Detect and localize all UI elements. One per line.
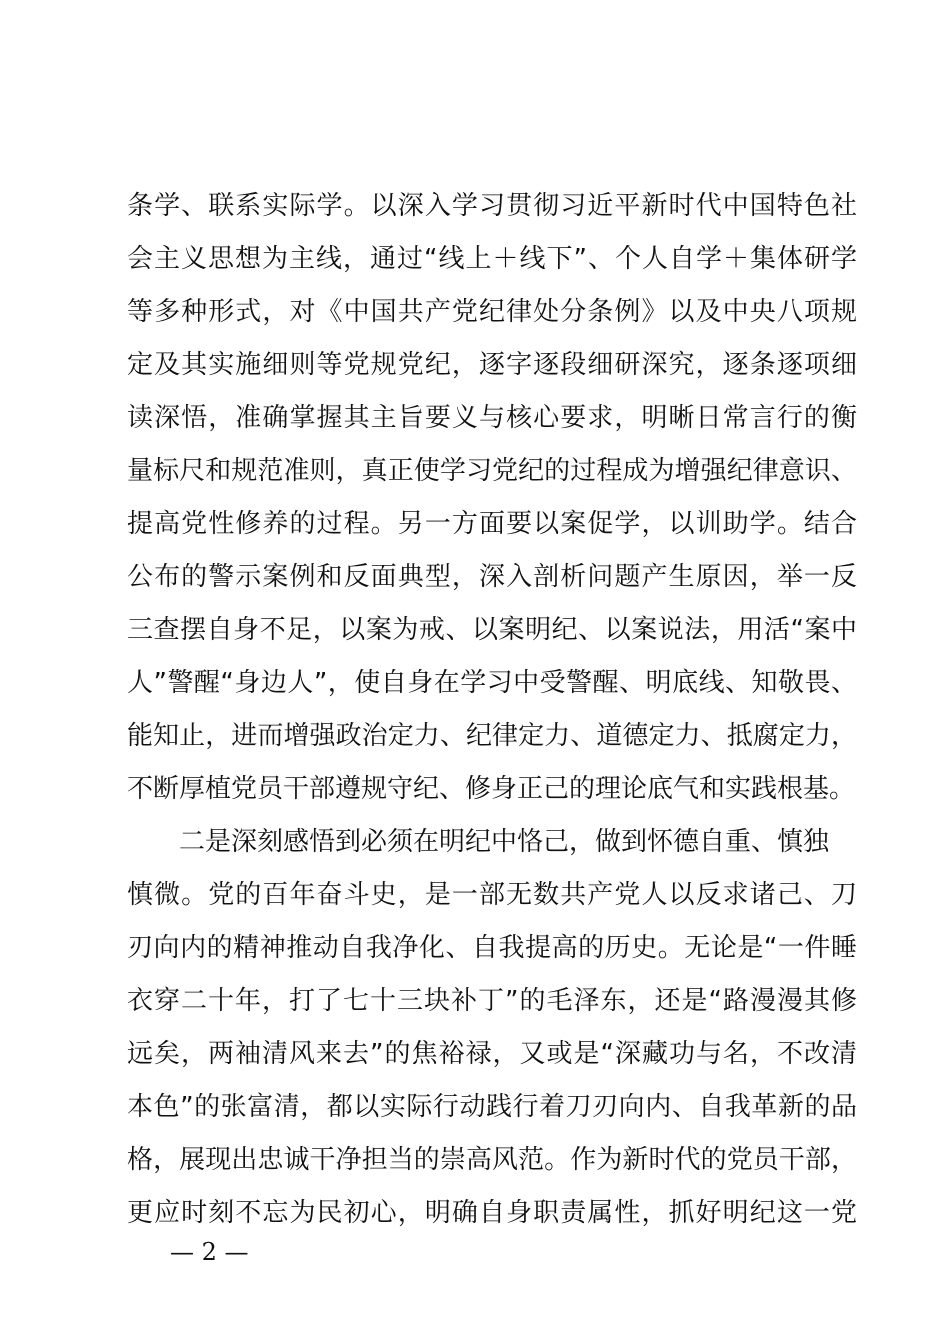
text-line: 慎微。党的百年奋斗史，是一部无数共产党人以反求诸己、刀 xyxy=(127,880,857,910)
text-line: 公布的警示案例和反面典型，深入剖析问题产生原因，举一反 xyxy=(127,562,857,592)
text-line: 人”警醒“身边人”，使自身在学习中受警醒、明底线、知敬畏、 xyxy=(127,668,857,698)
paragraph-first-line: 二是深刻感悟到必须在明纪中恪己，做到怀德自重、慎独 xyxy=(179,827,830,857)
document-body xyxy=(127,180,857,1240)
text-line: 等多种形式，对《中国共产党纪律处分条例》以及中央八项规 xyxy=(127,297,857,327)
text-line: 刃向内的精神推动自我净化、自我提高的历史。无论是“一件睡 xyxy=(127,933,857,963)
text-line: 读深悟，准确掌握其主旨要义与核心要求，明晰日常言行的衡 xyxy=(127,403,857,433)
text-line: 量标尺和规范准则，真正使学习党纪的过程成为增强纪律意识、 xyxy=(127,456,857,486)
page-number: — 2 — xyxy=(170,1238,249,1266)
text-line: 能知止，进而增强政治定力、纪律定力、道德定力、抵腐定力， xyxy=(127,721,857,751)
text-line: 更应时刻不忘为民初心，明确自身职责属性，抓好明纪这一党 xyxy=(127,1198,857,1228)
text-line: 格，展现出忠诚干净担当的崇高风范。作为新时代的党员干部， xyxy=(127,1145,857,1175)
text-line: 不断厚植党员干部遵规守纪、修身正己的理论底气和实践根基。 xyxy=(127,774,856,804)
text-line: 三查摆自身不足，以案为戒、以案明纪、以案说法，用活“案中 xyxy=(127,615,857,645)
text-line: 会主义思想为主线，通过“线上＋线下”、个人自学＋集体研学 xyxy=(127,244,857,274)
text-line: 本色”的张富清，都以实际行动践行着刀刃向内、自我革新的品 xyxy=(127,1092,857,1122)
text-line: 条学、联系实际学。以深入学习贯彻习近平新时代中国特色社 xyxy=(127,191,857,221)
text-line: 提高党性修养的过程。另一方面要以案促学，以训助学。结合 xyxy=(127,509,857,539)
text-line: 远矣，两袖清风来去”的焦裕禄，又或是“深藏功与名，不改清 xyxy=(127,1039,857,1069)
text-line: 定及其实施细则等党规党纪，逐字逐段细研深究，逐条逐项细 xyxy=(127,350,857,380)
text-line: 衣穿二十年，打了七十三块补丁”的毛泽东，还是“路漫漫其修 xyxy=(127,986,857,1016)
